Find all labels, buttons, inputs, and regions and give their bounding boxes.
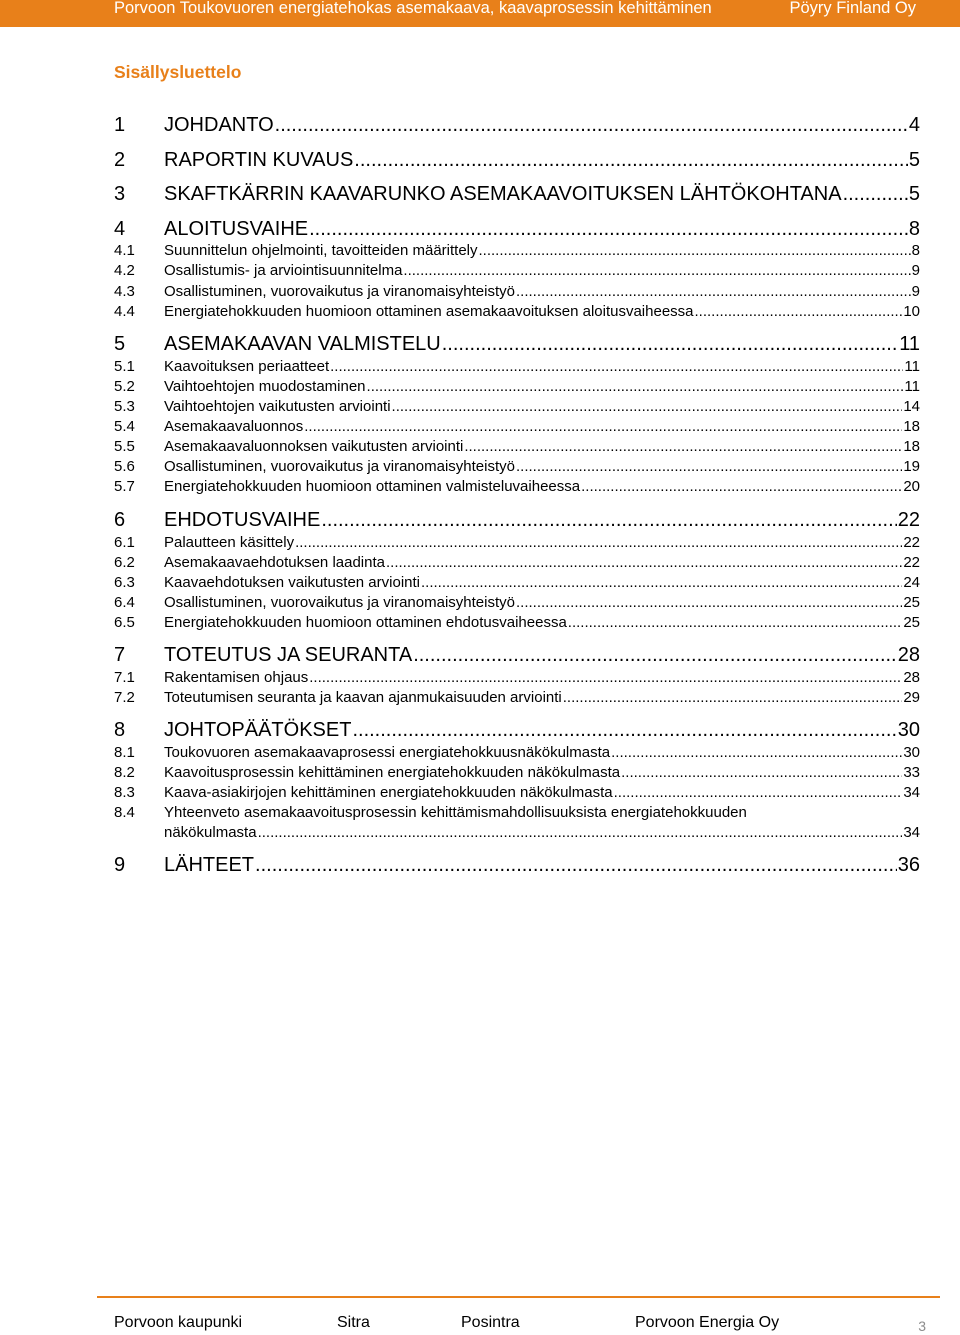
toc-entry-page: 18: [903, 438, 920, 455]
toc-entry-number: 8.3: [114, 784, 135, 801]
toc-dot-leader: [563, 689, 903, 706]
toc-entry-number: 5: [114, 333, 126, 355]
toc-dot-leader: [843, 183, 908, 206]
toc-entry-number: 8: [114, 719, 126, 741]
toc-entry-number: 4: [114, 218, 126, 240]
toc-dot-leader: [421, 574, 902, 591]
toc-entry-number: 5.2: [114, 378, 135, 395]
toc-entry-page: 14: [903, 398, 920, 415]
toc-entry-title: Energiatehokkuuden huomioon ottaminen ehdotusvaiheessa: [164, 614, 567, 631]
footer-divider: [97, 1296, 940, 1298]
toc-entry-page: 5: [908, 183, 920, 205]
toc-entry[interactable]: [114, 509, 920, 532]
toc-entry-number: 4.2: [114, 262, 135, 279]
toc-entry-number: 7: [114, 644, 126, 666]
toc-entry-page: 9: [911, 283, 920, 300]
toc-entry-page: 28: [903, 669, 920, 686]
toc-entry-number: 6.2: [114, 554, 135, 571]
toc-dot-leader: [330, 358, 903, 375]
toc-entry-page: 11: [904, 378, 920, 395]
toc-entry-number: 4.1: [114, 242, 135, 259]
toc-entry-title: Rakentamisen ohjaus: [164, 669, 309, 686]
toc-entry-title: Asemakaavaehdotuksen laadinta: [164, 554, 385, 571]
toc-entry[interactable]: [114, 358, 920, 375]
toc-entry-number: 6.4: [114, 594, 135, 611]
toc-entry[interactable]: [114, 242, 920, 259]
toc-entry-number: 8.4: [114, 804, 135, 821]
toc-entry-page: 18: [903, 418, 920, 435]
toc-entry-number: 8.2: [114, 764, 135, 781]
toc-entry[interactable]: [114, 689, 920, 706]
toc-entry-page: 22: [903, 554, 920, 571]
toc-entry-page: 33: [903, 764, 920, 781]
footer-org-posintra: Posintra: [461, 1314, 520, 1331]
toc-entry[interactable]: [114, 764, 920, 781]
toc-entry-title: Vaihtoehtojen muodostaminen: [164, 378, 366, 395]
toc-entry-page: 34: [903, 824, 920, 841]
toc-entry-page: 36: [897, 854, 920, 876]
toc-entry-title: Kaavoituksen periaatteet: [164, 358, 330, 375]
toc-dot-leader: [413, 644, 897, 667]
toc-entry[interactable]: [114, 183, 920, 206]
toc-dot-leader: [695, 303, 903, 320]
toc-dot-leader: [392, 398, 903, 415]
toc-entry-page: 30: [903, 744, 920, 761]
toc-dot-leader: [614, 784, 903, 801]
toc-dot-leader: [309, 218, 908, 241]
toc-entry[interactable]: [114, 574, 920, 591]
footer-org-porvoon-energia: Porvoon Energia Oy: [635, 1314, 780, 1331]
toc-entry-number: 1: [114, 114, 126, 136]
toc-entry-title: Osallistuminen, vuorovaikutus ja viranomaisyhteistyö: [164, 458, 515, 475]
toc-entry-number: 6: [114, 509, 126, 531]
toc-entry-title: TOTEUTUS JA SEURANTA: [164, 644, 413, 666]
toc-entry-title: Osallistuminen, vuorovaikutus ja viranomaisyhteistyö: [164, 283, 515, 300]
toc-entry[interactable]: [114, 458, 920, 475]
toc-entry[interactable]: [114, 262, 920, 279]
toc-dot-leader: [321, 509, 896, 532]
toc-entry-page: 8: [908, 218, 920, 240]
toc-entry-title: JOHDANTO: [164, 114, 274, 136]
toc-entry-title: ALOITUSVAIHE: [164, 218, 309, 240]
toc-entry[interactable]: [114, 398, 920, 415]
toc-dot-leader: [403, 262, 910, 279]
toc-entry-title: RAPORTIN KUVAUS: [164, 149, 354, 171]
toc-entry-title: Kaava-asiakirjojen kehittäminen energiatehokkuuden näkökulmasta: [164, 784, 613, 801]
toc-entry-number: 9: [114, 854, 126, 876]
toc-dot-leader: [581, 478, 902, 495]
toc-entry[interactable]: [114, 824, 920, 841]
toc-entry-page: 24: [903, 574, 920, 591]
toc-entry-title: Palautteen käsittely: [164, 534, 295, 551]
toc-entry-page: 8: [911, 242, 920, 259]
toc-dot-leader: [516, 458, 902, 475]
toc-entry[interactable]: [114, 854, 920, 877]
toc-entry[interactable]: [114, 744, 920, 761]
toc-dot-leader: [442, 333, 898, 356]
toc-entry-number: 2: [114, 149, 126, 171]
page-header: [0, 0, 960, 27]
toc-entry-title: EHDOTUSVAIHE: [164, 509, 321, 531]
toc-entry-title-line1: Yhteenveto asemakaavoitusprosessin kehittämismahdollisuuksista energiatehokkuuden: [164, 804, 747, 821]
toc-dot-leader: [516, 283, 911, 300]
toc-entry[interactable]: [114, 114, 920, 137]
toc-entry-page: 5: [908, 149, 920, 171]
toc-dot-leader: [464, 438, 902, 455]
toc-dot-leader: [516, 594, 902, 611]
toc-entry[interactable]: [114, 283, 920, 300]
toc-entry-title: Suunnittelun ohjelmointi, tavoitteiden määrittely: [164, 242, 478, 259]
toc-entry-number: 4.3: [114, 283, 135, 300]
toc-dot-leader: [255, 854, 897, 877]
toc-entry[interactable]: [114, 303, 920, 320]
toc-entry-title: Kaavoitusprosessin kehittäminen energiatehokkuuden näkökulmasta: [164, 764, 621, 781]
toc-entry-page: 28: [897, 644, 920, 666]
toc-entry-number: 5.4: [114, 418, 135, 435]
toc-entry-title: ASEMAKAAVAN VALMISTELU: [164, 333, 441, 355]
toc-entry-page: 30: [897, 719, 920, 741]
toc-dot-leader: [386, 554, 902, 571]
toc-entry[interactable]: [114, 784, 920, 801]
toc-entry-title: Vaihtoehtojen vaikutusten arviointi: [164, 398, 391, 415]
toc-entry-page: 19: [903, 458, 920, 475]
toc-entry-title: näkökulmasta: [164, 824, 257, 841]
toc-entry-page: 29: [903, 689, 920, 706]
toc-entry-page: 10: [903, 303, 920, 320]
toc-entry-number: 4.4: [114, 303, 135, 320]
footer-org-sitra: Sitra: [337, 1314, 370, 1331]
toc-entry-title: Energiatehokkuuden huomioon ottaminen asemakaavoituksen aloitusvaiheessa: [164, 303, 694, 320]
toc-dot-leader: [367, 378, 904, 395]
toc-entry-number: 8.1: [114, 744, 135, 761]
toc-entry[interactable]: [114, 378, 920, 395]
toc-entry-page: 11: [899, 333, 920, 355]
toc-dot-leader: [354, 149, 908, 172]
toc-entry-page: 22: [903, 534, 920, 551]
toc-entry[interactable]: [114, 478, 920, 495]
toc-entry-number: 5.7: [114, 478, 135, 495]
toc-dot-leader: [611, 744, 902, 761]
toc-entry[interactable]: [114, 719, 920, 742]
toc-entry[interactable]: [114, 418, 920, 435]
toc-heading: Sisällysluettelo: [114, 62, 242, 82]
toc-entry-page: 9: [911, 262, 920, 279]
toc-entry-page: 25: [903, 594, 920, 611]
toc-entry-title: JOHTOPÄÄTÖKSET: [164, 719, 352, 741]
toc-entry-title: Asemakaavaluonnos: [164, 418, 304, 435]
toc-entry-number: 5.3: [114, 398, 135, 415]
toc-entry[interactable]: [114, 149, 920, 172]
page-number: 3: [918, 1318, 926, 1334]
toc-entry-title: Asemakaavaluonnoksen vaikutusten arviointi: [164, 438, 464, 455]
toc-entry-page: 11: [904, 358, 920, 375]
toc-dot-leader: [275, 114, 908, 137]
toc-entry[interactable]: [114, 438, 920, 455]
company-name: Pöyry Finland Oy: [789, 0, 916, 17]
toc-entry-number: 5.1: [114, 358, 135, 375]
toc-dot-leader: [258, 824, 903, 841]
toc-entry-number: 6.3: [114, 574, 135, 591]
toc-entry-title: Toteutumisen seuranta ja kaavan ajanmukaisuuden arviointi: [164, 689, 562, 706]
toc-entry[interactable]: [114, 669, 920, 686]
toc-entry-title: Toukovuoren asemakaavaprosessi energiatehokkuusnäkökulmasta: [164, 744, 611, 761]
toc-dot-leader: [568, 614, 903, 631]
toc-entry-wrapped-first-line[interactable]: [114, 804, 920, 821]
toc-entry[interactable]: [114, 554, 920, 571]
toc-entry-page: 34: [903, 784, 920, 801]
toc-entry[interactable]: [114, 614, 920, 631]
toc-entry[interactable]: [114, 218, 920, 241]
toc-dot-leader: [295, 534, 902, 551]
toc-dot-leader: [621, 764, 902, 781]
footer-org-porvoon-kaupunki: Porvoon kaupunki: [114, 1314, 243, 1331]
toc-entry-title: LÄHTEET: [164, 854, 255, 876]
toc-entry-number: 7.2: [114, 689, 135, 706]
toc-entry-page: 4: [908, 114, 920, 136]
toc-entry-page: 25: [903, 614, 920, 631]
toc-dot-leader: [479, 242, 911, 259]
toc-dot-leader: [352, 719, 896, 742]
toc-entry[interactable]: [114, 534, 920, 551]
toc-entry-title: Kaavaehdotuksen vaikutusten arviointi: [164, 574, 420, 591]
toc-entry-page: 20: [903, 478, 920, 495]
toc-entry-number: 5.5: [114, 438, 135, 455]
toc-entry-number: 6.1: [114, 534, 135, 551]
document-title: Porvoon Toukovuoren energiatehokas asemakaava, kaavaprosessin kehittäminen: [114, 0, 712, 17]
toc-entry-title: Osallistumis- ja arviointisuunnitelma: [164, 262, 403, 279]
toc-entry-number: 5.6: [114, 458, 135, 475]
toc-entry-title: SKAFTKÄRRIN KAAVARUNKO ASEMAKAAVOITUKSEN LÄHTÖKOHTANA: [164, 183, 842, 205]
toc-entry-number: 3: [114, 183, 126, 205]
toc-entry-title: Osallistuminen, vuorovaikutus ja viranomaisyhteistyö: [164, 594, 515, 611]
toc-entry-title: Energiatehokkuuden huomioon ottaminen valmisteluvaiheessa: [164, 478, 581, 495]
toc-dot-leader: [304, 418, 902, 435]
toc-dot-leader: [309, 669, 902, 686]
toc-entry-number: 6.5: [114, 614, 135, 631]
toc-entry[interactable]: [114, 333, 920, 356]
toc-entry-number: 7.1: [114, 669, 135, 686]
toc-entry[interactable]: [114, 594, 920, 611]
toc-entry[interactable]: [114, 644, 920, 667]
toc-entry-page: 22: [897, 509, 920, 531]
